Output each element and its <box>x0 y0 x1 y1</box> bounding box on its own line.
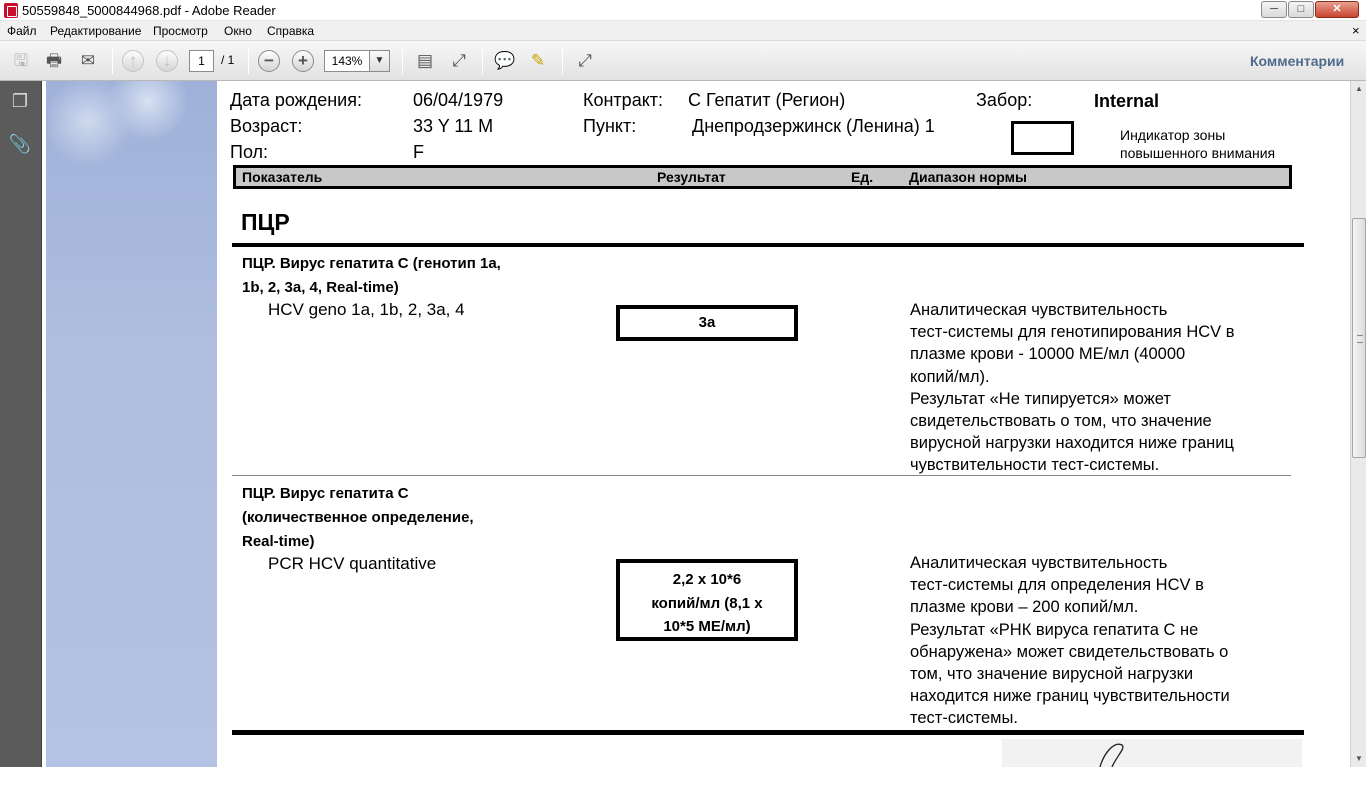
scrollbar-grip <box>1357 335 1363 343</box>
signature-area <box>1002 739 1302 767</box>
header-range: Диапазон нормы <box>909 169 1027 185</box>
toolbar-separator <box>402 48 403 74</box>
menu-help[interactable]: Справка <box>267 24 315 38</box>
note-line: плазме крови – 200 копий/мл. <box>910 598 1139 617</box>
page-number-input[interactable]: 1 <box>189 50 214 72</box>
prev-page-icon[interactable]: ↑ <box>122 50 144 72</box>
test-1-result: 3a <box>616 305 798 341</box>
toolbar-separator <box>562 48 563 74</box>
menu-file[interactable]: Файл <box>7 24 37 38</box>
result-line: копий/мл (8,1 x <box>651 594 763 612</box>
page-header-image <box>48 81 216 201</box>
signature-icon <box>1092 739 1132 767</box>
sex-value: F <box>413 142 424 162</box>
contract-value: С Гепатит (Регион) <box>688 90 846 110</box>
test-2-result <box>616 559 798 641</box>
note-line: тест-системы. <box>910 709 1018 728</box>
comment-icon[interactable]: 💬 <box>494 51 516 70</box>
results-table-header <box>233 165 1292 189</box>
test-1-parameter: HCV geno 1a, 1b, 2, 3a, 4 <box>268 300 465 319</box>
menu-bar <box>0 21 1366 41</box>
note-line: том, что значение вирусной нагрузки <box>910 665 1194 684</box>
zoom-dropdown-chevron-icon[interactable]: ▼ <box>369 50 390 72</box>
fit-page-icon[interactable]: ▤ <box>416 51 434 70</box>
header-indicator: Показатель <box>242 169 323 185</box>
header-result: Результат <box>657 169 726 185</box>
pages-panel-icon[interactable]: ❐ <box>11 91 29 111</box>
test-1-name-line2: 1b, 2, 3a, 4, Real-time) <box>242 279 399 296</box>
note-line: тест-системы для генотипирования HCV в <box>910 323 1235 342</box>
section-divider <box>232 243 1304 247</box>
zoom-in-icon[interactable]: + <box>292 50 314 72</box>
window-title: 50559848_5000844968.pdf - Adobe Reader <box>22 3 276 18</box>
menu-view[interactable]: Просмотр <box>153 24 208 38</box>
note-line: свидетельствовать о том, что значение <box>910 412 1212 431</box>
title-bar <box>0 0 1366 21</box>
age-label: Возраст: <box>230 116 303 136</box>
note-line: Результат «Не типируется» может <box>910 389 1171 408</box>
result-line: 10*5 МЕ/мл) <box>663 618 751 635</box>
menu-window[interactable]: Окно <box>224 24 252 38</box>
toolbar-separator <box>112 48 113 74</box>
attachments-paperclip-icon[interactable]: 📎 <box>8 134 32 154</box>
age-value: 33 Y 11 M <box>413 116 494 136</box>
toolbar <box>0 41 1366 81</box>
test-2-parameter: PCR HCV quantitative <box>268 554 437 573</box>
highlight-icon[interactable]: ✎ <box>530 51 546 70</box>
fit-width-icon[interactable]: ⤢ <box>452 51 466 70</box>
note-line: вирусной нагрузки находится ниже границ <box>910 434 1234 453</box>
test-2-note <box>910 552 1290 730</box>
test-2-name-line2: (количественное определение, <box>242 509 474 526</box>
note-line: тест-системы для определения HCV в <box>910 576 1204 595</box>
contract-label: Контракт: <box>583 90 664 110</box>
document-view[interactable] <box>42 81 1350 767</box>
point-value: Днепродзержинск (Ленина) 1 <box>692 116 935 136</box>
section-title: ПЦР <box>241 209 290 235</box>
note-line: копий/мл). <box>910 367 990 386</box>
close-document-button[interactable]: × <box>1352 23 1360 38</box>
minimize-button[interactable]: ─ <box>1261 1 1287 18</box>
zoom-out-icon[interactable]: − <box>258 50 280 72</box>
row-divider <box>232 475 1291 476</box>
sample-label: Забор: <box>976 90 1033 110</box>
birth-date-label: Дата рождения: <box>230 90 362 110</box>
next-page-icon[interactable]: ↓ <box>156 50 178 72</box>
note-line: плазме крови - 10000 МЕ/мл (40000 <box>910 345 1186 364</box>
test-2-name-line1: ПЦР. Вирус гепатита С <box>242 485 409 502</box>
test-2-name-line3: Real-time) <box>242 533 315 550</box>
zoom-level-input[interactable]: 143% <box>324 50 370 72</box>
test-1-name-line1: ПЦР. Вирус гепатита С (генотип 1a, <box>242 255 501 272</box>
bottom-blank-strip <box>0 767 1366 799</box>
note-line: чувствительности тест-системы. <box>910 456 1160 475</box>
page-total: / 1 <box>221 53 235 67</box>
header-unit: Ед. <box>851 169 874 185</box>
sex-label: Пол: <box>230 142 269 162</box>
print-icon[interactable]: 🖶 <box>45 51 63 70</box>
comments-pane-button[interactable]: Комментарии <box>1250 53 1345 69</box>
note-line: Аналитическая чувствительность <box>910 301 1168 319</box>
toolbar-separator <box>248 48 249 74</box>
note-line: находится ниже границ чувствительности <box>910 687 1230 706</box>
adobe-reader-icon <box>4 3 18 18</box>
note-line: Аналитическая чувствительность <box>910 554 1168 572</box>
attention-indicator-box <box>1011 121 1074 155</box>
sample-value: Internal <box>1094 91 1160 111</box>
section-end-divider <box>232 730 1304 735</box>
email-icon[interactable]: ✉ <box>80 51 96 70</box>
toolbar-separator <box>482 48 483 74</box>
note-line: обнаружена» может свидетельствовать о <box>910 642 1229 661</box>
vertical-scrollbar[interactable] <box>1350 81 1366 767</box>
navigation-pane <box>0 81 42 767</box>
test-1-note <box>910 299 1290 477</box>
fullscreen-icon[interactable]: ⤢ <box>578 51 592 70</box>
save-icon[interactable]: 🖫 <box>13 51 29 70</box>
scrollbar-thumb[interactable] <box>1352 218 1366 458</box>
scroll-down-icon[interactable]: ▼ <box>1355 754 1363 763</box>
result-line: 2,2 x 10*6 <box>672 571 742 588</box>
point-label: Пункт: <box>583 116 637 136</box>
maximize-button[interactable]: □ <box>1288 1 1314 18</box>
indicator-label-line1: Индикатор зоны <box>1120 127 1226 143</box>
close-button[interactable]: ✕ <box>1315 1 1359 18</box>
scroll-up-icon[interactable]: ▲ <box>1355 84 1363 93</box>
indicator-label-line2: повышенного внимания <box>1120 145 1276 161</box>
menu-edit[interactable]: Редактирование <box>50 24 142 38</box>
birth-date-value: 06/04/1979 <box>413 90 504 110</box>
note-line: Результат «РНК вируса гепатита С не <box>910 620 1199 639</box>
